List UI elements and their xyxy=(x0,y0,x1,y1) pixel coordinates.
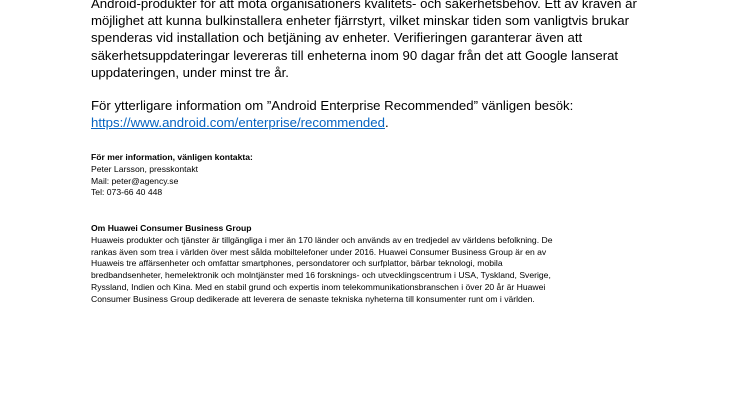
about-heading: Om Huawei Consumer Business Group xyxy=(91,223,252,233)
paragraph-android-recommended xyxy=(91,0,661,81)
body-line: uppdateringen, under minst tre år. xyxy=(91,64,289,80)
contact-name: Peter Larsson, presskontakt xyxy=(91,163,198,174)
paragraph-more-info xyxy=(91,97,661,131)
link-line xyxy=(91,114,661,131)
body-line: möjlighet att kunna bulkinstallera enheter fjärrstyrt, vilket minskar tiden som vanligtvis brukar xyxy=(91,13,629,29)
body-line: Android-produkter för att möta organisationers kvalitets- och säkerhetsbehov. Ett av kraven är xyxy=(91,0,637,11)
enterprise-recommended-link[interactable]: https://www.android.com/enterprise/recommended xyxy=(91,115,385,131)
body-line: säkerhetsuppdateringar levereras till enheterna inom 90 dagar från det att Google lanserat xyxy=(91,47,619,63)
contact-block xyxy=(91,152,661,199)
about-line: bredbandsenheter, hemelektronik och molntjänster med 16 forsknings- och utvecklingscentrum i USA, Tyskland, Sverige, xyxy=(91,270,551,281)
about-line: rankas även som trea i världen över mest sålda mobiltelefoner under 2016. Huawei Consumer Business Group är en av xyxy=(91,246,547,257)
link-suffix: . xyxy=(384,115,389,131)
about-line: Huaweis tre affärsenheter och omfattar smartphones, persondatorer och surfplattor, bärbar teknologi, mobila xyxy=(91,258,503,269)
about-block xyxy=(91,223,661,306)
about-line: Consumer Business Group dedikerade att leverera de senaste tekniska nyheterna till konsumenter runt om i världen. xyxy=(91,293,535,304)
body-line: spenderas vid installation och betjäning av enheter. Verifieringen garanterar även att xyxy=(91,30,583,46)
contact-tel: Tel: 073-66 40 448 xyxy=(91,187,163,198)
contact-heading: För mer information, vänligen kontakta: xyxy=(91,152,253,162)
about-line: Huaweis produkter och tjänster är tillgängliga i mer än 170 länder och används av en tredjedel av världens befolkning. De xyxy=(91,234,553,245)
contact-mail: Mail: peter@agency.se xyxy=(91,175,179,186)
about-line: Ryssland, Indien och Kina. Med en stabil grund och expertis inom telekommunikationsbranschen i över 20 år är Huawei xyxy=(91,281,546,292)
more-info-text: För ytterligare information om ”Android Enterprise Recommended” vänligen besök: xyxy=(91,98,574,113)
